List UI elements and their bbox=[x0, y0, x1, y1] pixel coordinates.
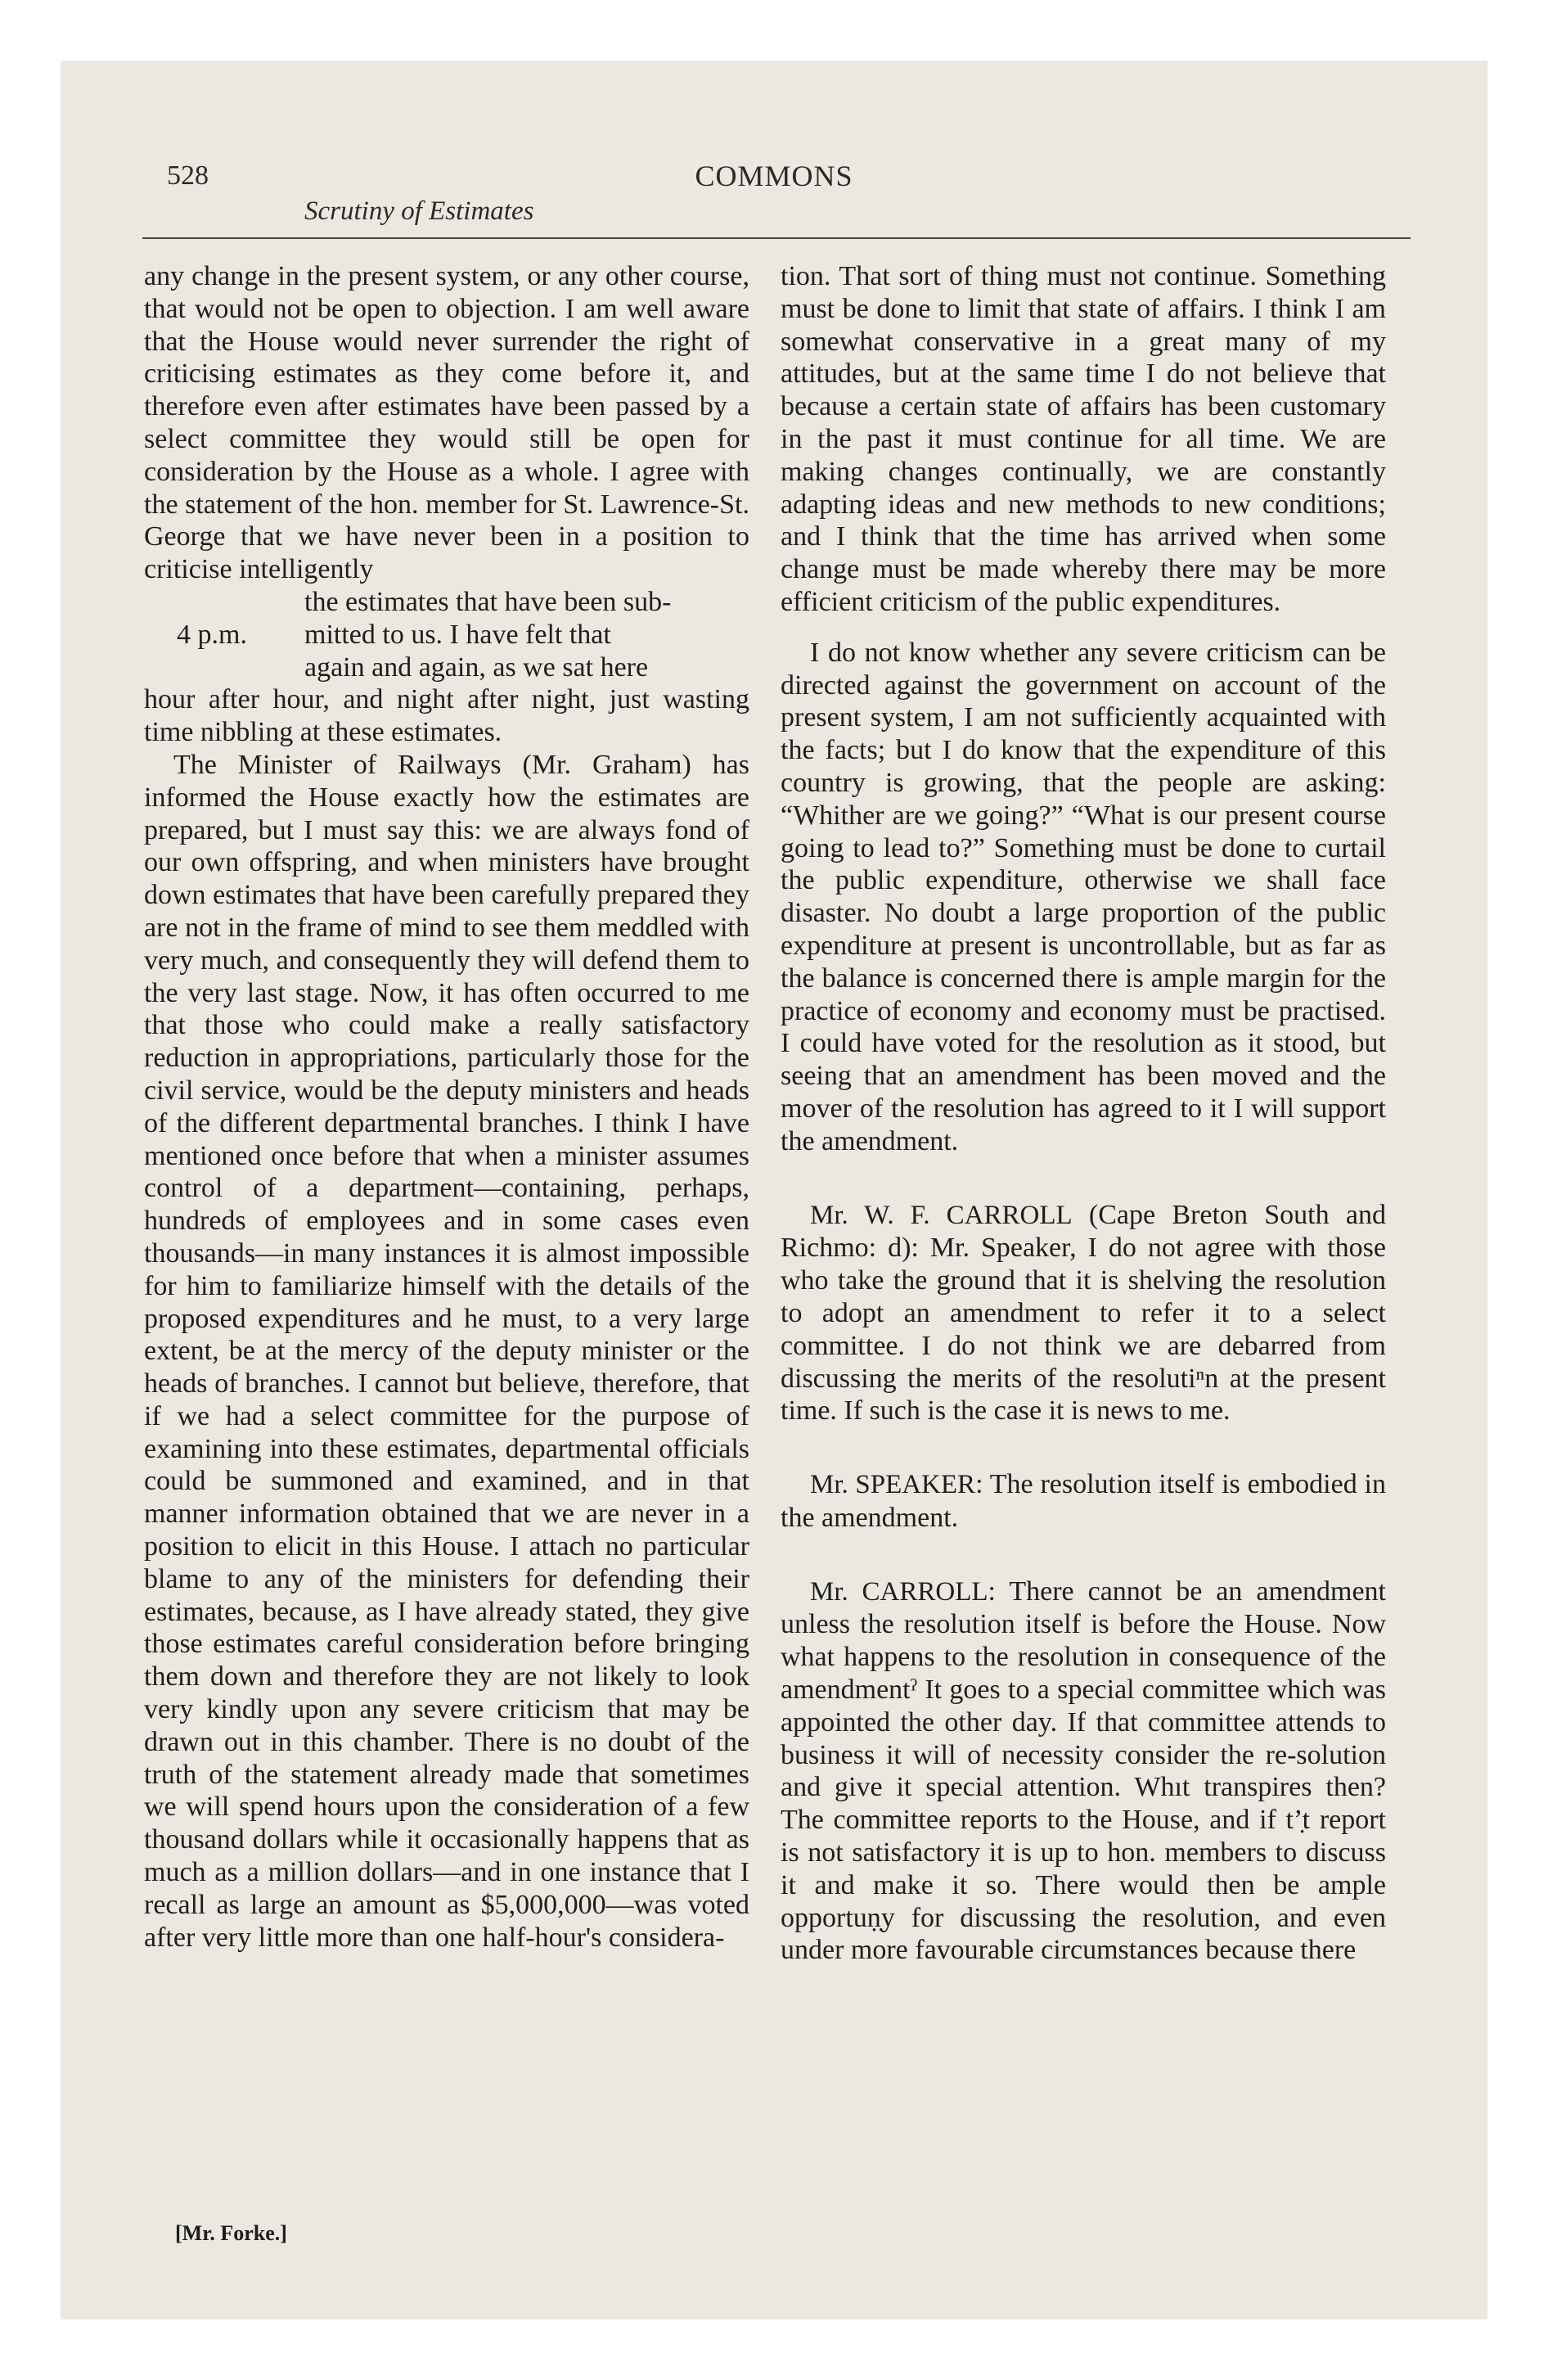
paragraph: I do not know whether any severe criticism can be directed against the government on account of the present system, I am not sufficiently acquainted with the facts; but I do know that the expenditure of this country is growing, that the people are asking: “Whither are we going?” “What is our present course going to lead to?” Something must be done to curtail the public expenditure, otherwise we shall face disaster. No doubt a large proportion of the public expenditure at present is uncontrollable, but as far as the balance is concerned there is ample margin for the practice of economy and economy must be practised. I could have voted for the resolution as it stood, but seeing that an amendment has been moved and the mover of the resolution has agreed to it I will support the amendment. bbox=[781, 637, 1386, 1156]
header-rule bbox=[142, 237, 1411, 239]
speech-text: (Cape Breton South and Richmo: d): Mr. Speaker, I do not agree with those who take the ground that it is shelving the resolution to adopt an amendment to refer it to a select committee. I do not think we are debarred from discussing the merits of the resolutiⁿn at the present time. If such is the case it is news to me. bbox=[781, 1199, 1386, 1427]
speech-text: : There cannot be an amendment unless the resolution itself is before the House. Now what happens to the resolution in consequence of the amendmentˀ It goes to a special committee which was appointed the other day. If that committee attends to business it will of necessity consider the re-solution and give it special attention. Whıt transpires then? The committee reports to the House, and if t’̣t report is not satisfactory it is up to hon. members to discuss it and make it so. There would then be ample opportuṇ̣y for discussing the resolution, and even under more favourable circumstances because there bbox=[781, 1575, 1386, 1966]
speaker-name: Mr. W. F. CARROLL bbox=[810, 1200, 1073, 1230]
paragraph-line: the estimates that have been sub- bbox=[304, 586, 672, 617]
right-column bbox=[781, 260, 1386, 1967]
running-head: COMMONS bbox=[695, 160, 853, 192]
speaker-name: Mr. CARROLL bbox=[810, 1576, 988, 1607]
speech-carroll-2 bbox=[781, 1575, 1386, 1968]
speech-speaker bbox=[781, 1468, 1386, 1535]
time-marker: 4 p.m. bbox=[177, 619, 247, 650]
section-title: Scrutiny of Estimates bbox=[304, 196, 534, 226]
speech-text: : The resolution itself is embodied in the amendment. bbox=[781, 1469, 1386, 1533]
time-marker-block bbox=[144, 586, 749, 683]
paragraph-line: mitted to us. I have felt that bbox=[304, 619, 611, 650]
page-number: 528 bbox=[167, 160, 209, 191]
speaker-name: Mr. SPEAKER bbox=[810, 1470, 976, 1500]
paragraph-line: again and again, as we sat here bbox=[304, 651, 649, 683]
footer-attribution: [Mr. Forke.] bbox=[175, 2221, 287, 2245]
speech-carroll-1 bbox=[781, 1199, 1386, 1428]
paragraph-continued: tion. That sort of thing must not continue. Something must be done to limit that state of affairs. I think I am somewhat conservative in a great many of my attitudes, but at the same time I do not believe that because a certain state of affairs has been customary in the past it must continue for all time. We are making changes continually, we are constantly adapting ideas and new methods to new conditions; and I think that the time has arrived when some change must be made whereby there may be more efficient criticism of the public expenditures. bbox=[781, 261, 1386, 617]
paragraph: hour after hour, and night after night, just wasting time nibbling at these estimates. bbox=[144, 684, 749, 748]
paragraph-continued: any change in the present system, or any other course, that would not be open to objection. I am well aware that the House would never surrender the right of criticising estimates as they come before it, and therefore even after estimates have been passed by a select committee they would still be open for consideration by the House as a whole. I agree with the statement of the hon. member for St. Lawrence-St. George that we have never been in a position to criticise intelligently bbox=[144, 261, 749, 585]
left-column bbox=[144, 260, 749, 1954]
paragraph: The Minister of Railways (Mr. Graham) has informed the House exactly how the estimates are prepared, but I must say this: we are always fond of our own offspring, and when ministers have brought down estimates that have been carefully prepared they are not in the frame of mind to see them meddled with very much, and consequently they will defend them to the very last stage. Now, it has often occurred to me that those who could make a really satisfactory reduction in appropriations, particularly those for the civil service, would be the deputy ministers and heads of the different departmental branches. I think I have mentioned once before that when a minister assumes control of a department—containing, perhaps, hundreds of employees and in some cases even thousands—in many instances it is almost impossible for him to familiarize himself with the details of the proposed expenditures and he must, to a very large extent, be at the mercy of the deputy minister or the heads of branches. I cannot but believe, therefore, that if we had a select committee for the purpose of examining into these estimates, departmental officials could be summoned and examined, and in that manner information obtained that we are never in a position to elicit in this House. I attach no particular blame to any of the ministers for defending their estimates, because, as I have already stated, they give those estimates careful consideration before bringing them down and therefore they are not likely to look very kindly upon any severe criticism that may be drawn out in this chamber. There is no doubt of the truth of the statement already made that sometimes we will spend hours upon the consideration of a few thousand dollars while it occasionally happens that as much as a million dollars—and in one instance that I recall as large an amount as $5,000,000—was voted after very little more than one half-hour's considera- bbox=[144, 749, 749, 1953]
